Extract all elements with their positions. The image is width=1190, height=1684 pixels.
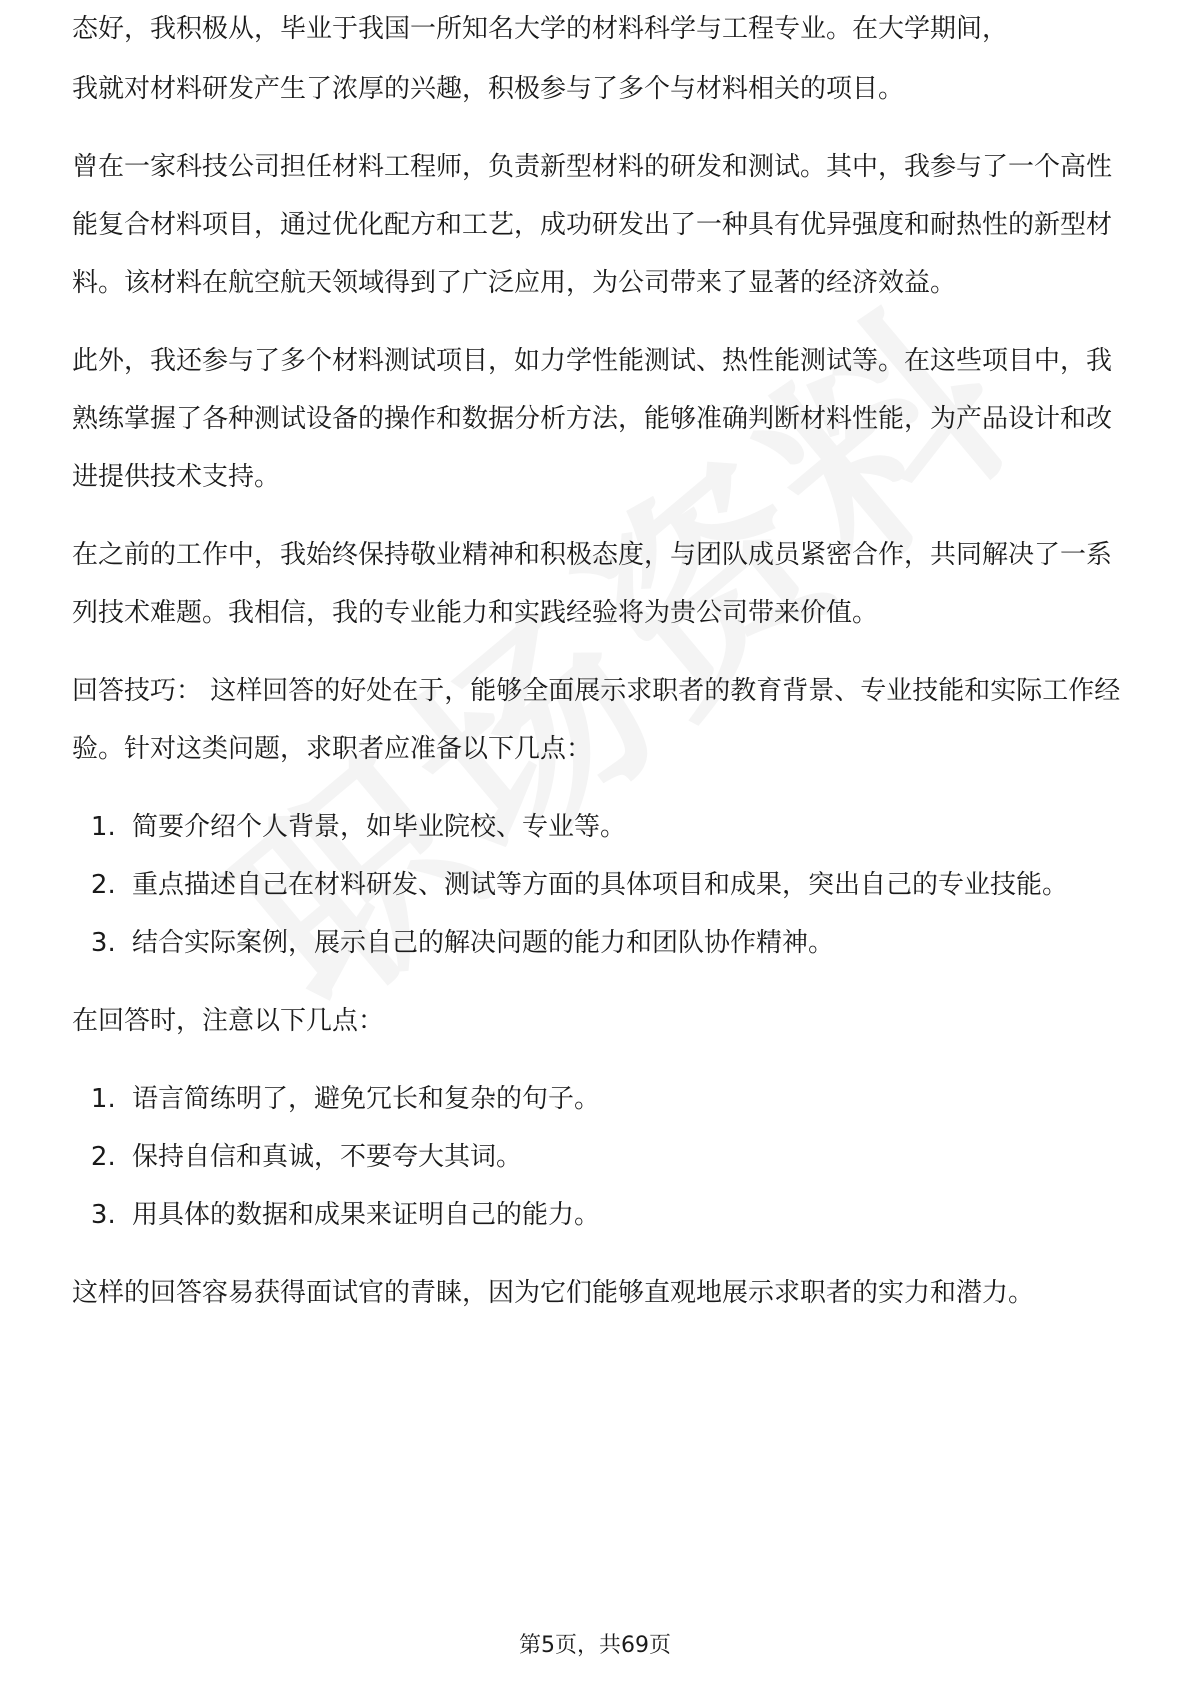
- paragraph-2: 曾在一家科技公司担任材料工程师，负责新型材料的研发和测试。其中，我参与了一个高性能复合材料项目，通过优化配方和工艺，成功研发出了一种具有优异强度和耐热性的新型材料。该材料在航空航天领域得到了广泛应用，为公司带来了显著的经济效益。: [72, 152, 1113, 298]
- closing-paragraph: 这样的回答容易获得面试官的青睐，因为它们能够直观地展示求职者的实力和潜力。: [72, 1278, 1035, 1308]
- list-item: 1. 语言简练明了，避免冗长和复杂的句子。: [124, 1070, 1122, 1128]
- paragraph-1: 我就对材料研发产生了浓厚的兴趣，积极参与了多个与材料相关的项目。: [72, 74, 905, 104]
- page-number-footer: 第5页，共69页: [519, 1633, 671, 1658]
- answer-tips-paragraph: 回答技巧： 这样回答的好处在于，能够全面展示求职者的教育背景、专业技能和实际工作经验。针对这类问题，求职者应准备以下几点：: [72, 676, 1121, 764]
- list-item: 2. 重点描述自己在材料研发、测试等方面的具体项目和成果，突出自己的专业技能。: [124, 856, 1122, 914]
- paragraph-4: 在之前的工作中，我始终保持敬业精神和积极态度，与团队成员紧密合作，共同解决了一系列技术难题。我相信，我的专业能力和实践经验将为贵公司带来价值。: [72, 540, 1113, 628]
- preparation-list: [72, 798, 1122, 972]
- attention-list: [72, 1070, 1122, 1244]
- attention-intro: 在回答时，注意以下几点：: [72, 1006, 385, 1036]
- list-item: 1. 简要介绍个人背景，如毕业院校、专业等。: [124, 798, 1122, 856]
- list-item: 3. 用具体的数据和成果来证明自己的能力。: [124, 1186, 1122, 1244]
- cropped-top-line: [72, 14, 1122, 60]
- paragraph-3: 此外，我还参与了多个材料测试项目，如力学性能测试、热性能测试等。在这些项目中，我熟练掌握了各种测试设备的操作和数据分析方法，能够准确判断材料性能，为产品设计和改进提供技术支持。: [72, 346, 1113, 492]
- list-item: 3. 结合实际案例，展示自己的解决问题的能力和团队协作精神。: [124, 914, 1122, 972]
- document-body: [72, 14, 1122, 1342]
- list-item: 2. 保持自信和真诚，不要夸大其词。: [124, 1128, 1122, 1186]
- cropped-top-line-text: 态好，我积极从，毕业于我国一所知名大学的材料科学与工程专业。在大学期间，: [72, 14, 1009, 44]
